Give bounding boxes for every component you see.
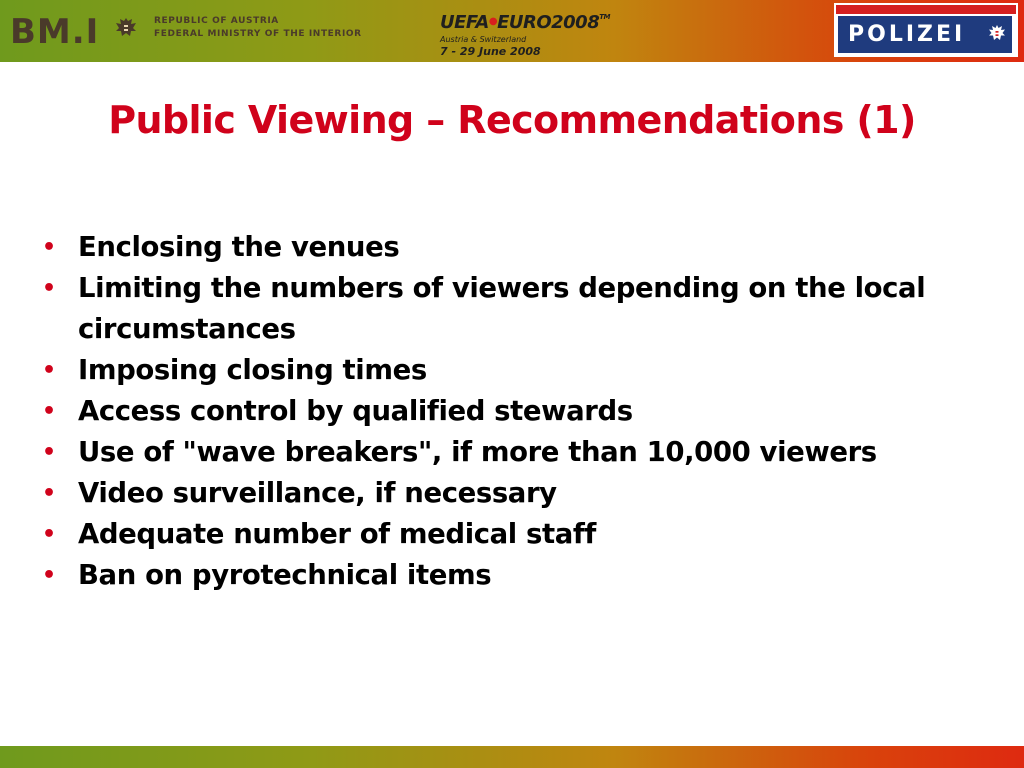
bullet-icon: • <box>42 276 56 301</box>
bullet-text: Use of "wave breakers", if more than 10,000 viewers <box>78 436 877 468</box>
footer-band <box>0 746 1024 768</box>
bullet-text: Access control by qualified stewards <box>78 395 633 427</box>
bullet-item <box>40 391 1020 432</box>
bullet-icon: • <box>42 358 56 383</box>
polizei-logo <box>834 3 1018 57</box>
bullet-icon: • <box>42 399 56 424</box>
slide-title: Public Viewing – Recommendations (1) <box>108 98 916 142</box>
euro-dates: 7 - 29 June 2008 <box>440 45 541 58</box>
bullet-icon: • <box>42 522 56 547</box>
bmi-logo: BM.I <box>10 12 100 52</box>
euro-subtitle: Austria & Switzerland <box>440 35 527 44</box>
bullet-item <box>40 432 1020 473</box>
bullet-icon: • <box>42 481 56 506</box>
bullet-item <box>40 350 1020 391</box>
ministry-text <box>154 15 362 41</box>
ministry-line-1: REPUBLIC OF AUSTRIA <box>154 16 279 26</box>
polizei-eagle-icon <box>988 24 1006 44</box>
bullet-icon: • <box>42 440 56 465</box>
euro-name-text: EURO2008 <box>497 12 600 33</box>
bullet-item <box>40 473 1020 514</box>
bullet-list <box>40 227 1020 596</box>
bullet-text: Imposing closing times <box>78 354 427 386</box>
bullet-text: Video surveillance, if necessary <box>78 477 557 509</box>
euro2008-title <box>440 7 610 33</box>
bullet-text: Limiting the numbers of viewers depending on the local circumstances <box>78 272 926 345</box>
euro-dot-icon: ● <box>488 16 498 27</box>
bullet-item <box>40 268 1020 350</box>
euro2008-logo <box>440 7 610 58</box>
bullet-icon: • <box>42 563 56 588</box>
bullet-item <box>40 227 1020 268</box>
header-band <box>0 0 1024 62</box>
bullet-text: Adequate number of medical staff <box>78 518 596 550</box>
polizei-red-stripe <box>836 5 1016 14</box>
euro-trademark: TM <box>599 13 610 21</box>
bullet-item <box>40 555 1020 596</box>
bullet-icon: • <box>42 235 56 260</box>
austrian-eagle-icon <box>114 16 138 42</box>
bullet-item <box>40 514 1020 555</box>
euro-uefa-text: UEFA <box>440 12 489 33</box>
polizei-panel <box>838 16 1012 53</box>
bullet-text: Enclosing the venues <box>78 231 400 263</box>
ministry-line-2: FEDERAL MINISTRY OF THE INTERIOR <box>154 29 362 39</box>
polizei-text: POLIZEI <box>848 22 966 47</box>
bullet-text: Ban on pyrotechnical items <box>78 559 492 591</box>
